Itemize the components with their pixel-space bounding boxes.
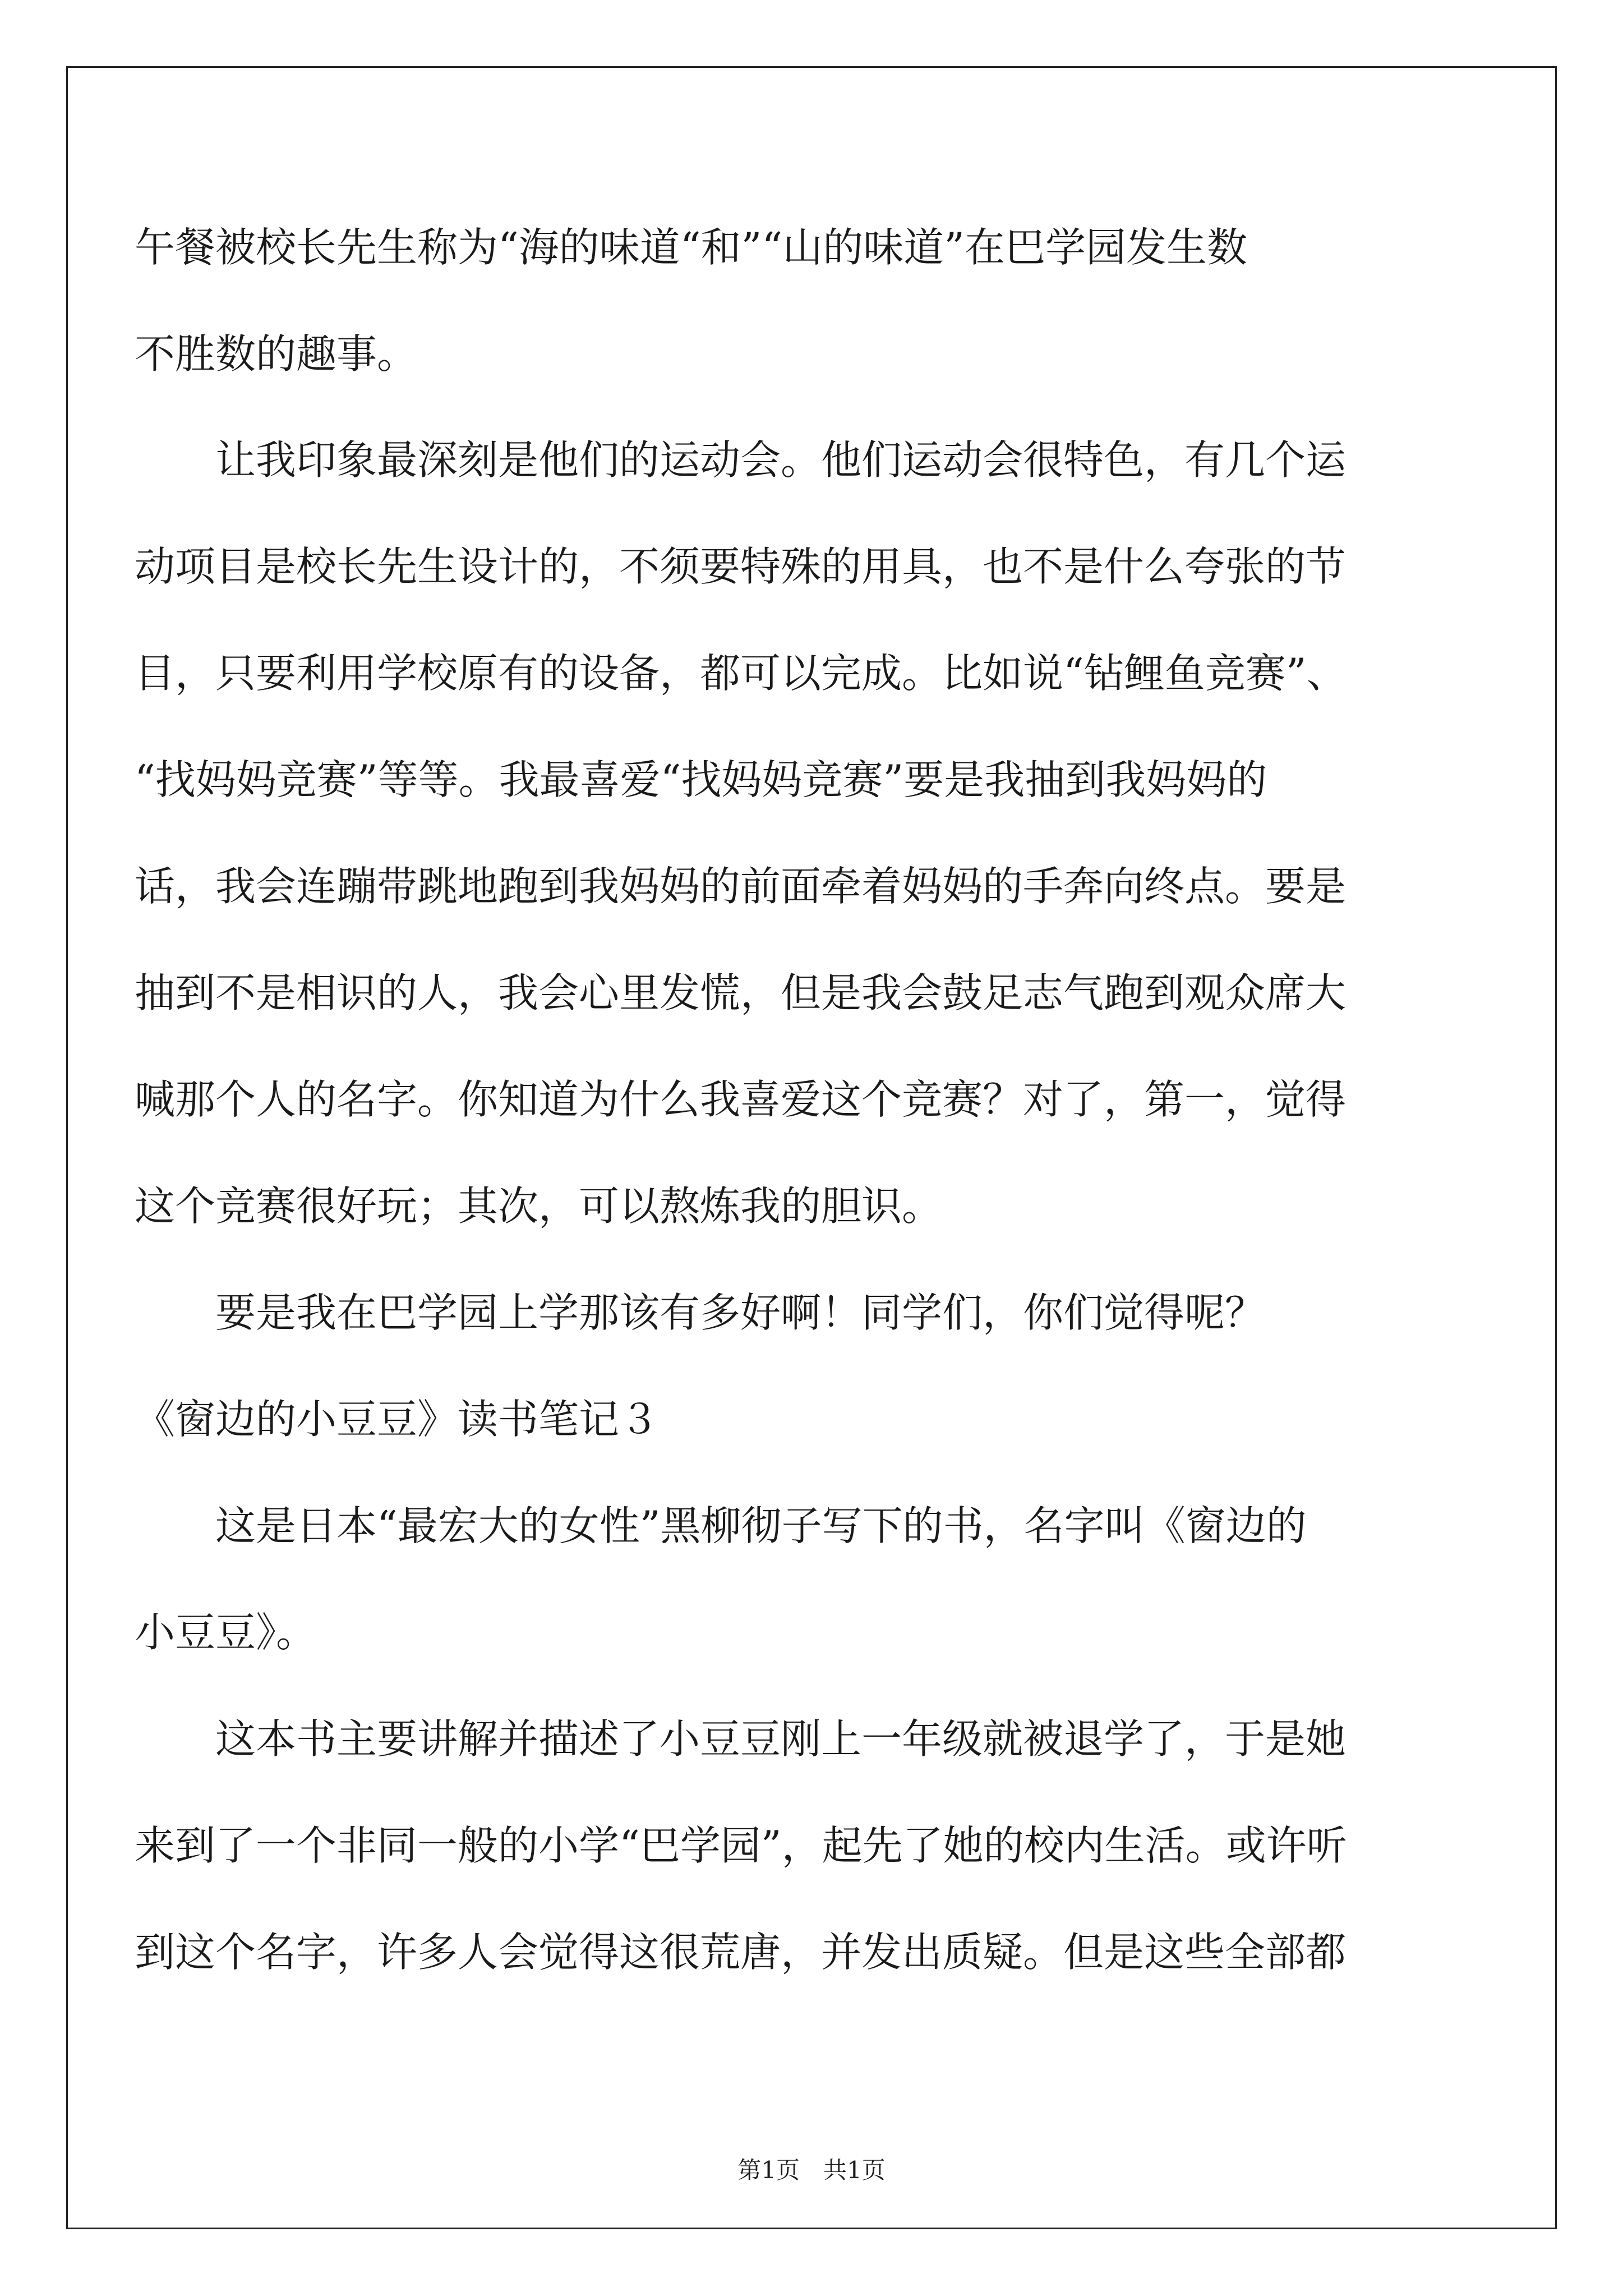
text-line: 喊那个人的名字。你知道为什么我喜爱这个竞赛？对了，第一，觉得: [135, 1076, 1347, 1123]
text-line: 不胜数的趣事。: [135, 330, 418, 378]
text-line: 目，只要利用学校原有的设备，都可以完成。比如说“钻鲤鱼竞赛”、: [135, 650, 1347, 697]
text-line: 要是我在巴学园上学那该有多好啊！同学们，你们觉得呢？: [215, 1289, 1266, 1336]
text-line: 话，我会连蹦带跳地跑到我妈妈的前面牵着妈妈的手奔向终点。要是: [135, 863, 1347, 910]
text-line: 抽到不是相识的人，我会心里发慌，但是我会鼓足志气跑到观众席大: [135, 969, 1347, 1016]
page-footer: 第1页 共1页: [737, 2156, 886, 2184]
text-line: 午餐被校长先生称为“海的味道“和”“山的味道”在巴学园发生数: [135, 224, 1248, 271]
page-border: [66, 66, 1557, 2229]
text-line: 动项目是校长先生设计的，不须要特殊的用具，也不是什么夸张的节: [135, 543, 1347, 590]
section-heading: 《窗边的小豆豆》读书笔记３: [135, 1396, 660, 1443]
text-line: 这本书主要讲解并描述了小豆豆刚上一年级就被退学了，于是她: [215, 1715, 1347, 1763]
text-line: “找妈妈竞赛”等等。我最喜爱“找妈妈竞赛”要是我抽到我妈妈的: [135, 756, 1267, 803]
text-line: 这个竞赛很好玩；其次，可以熬炼我的胆识。: [135, 1182, 943, 1230]
text-line: 来到了一个非同一般的小学“巴学园”，起先了她的校内生活。或许听: [135, 1822, 1347, 1869]
text-line: 这是日本“最宏大的女性”黑柳彻子写下的书，名字叫《窗边的: [215, 1502, 1307, 1549]
text-line: 到这个名字，许多人会觉得这很荒唐，并发出质疑。但是这些全部都: [135, 1929, 1347, 1976]
text-line: 小豆豆》。: [135, 1609, 317, 1656]
text-line: 让我印象最深刻是他们的运动会。他们运动会很特色，有几个运: [215, 436, 1347, 484]
